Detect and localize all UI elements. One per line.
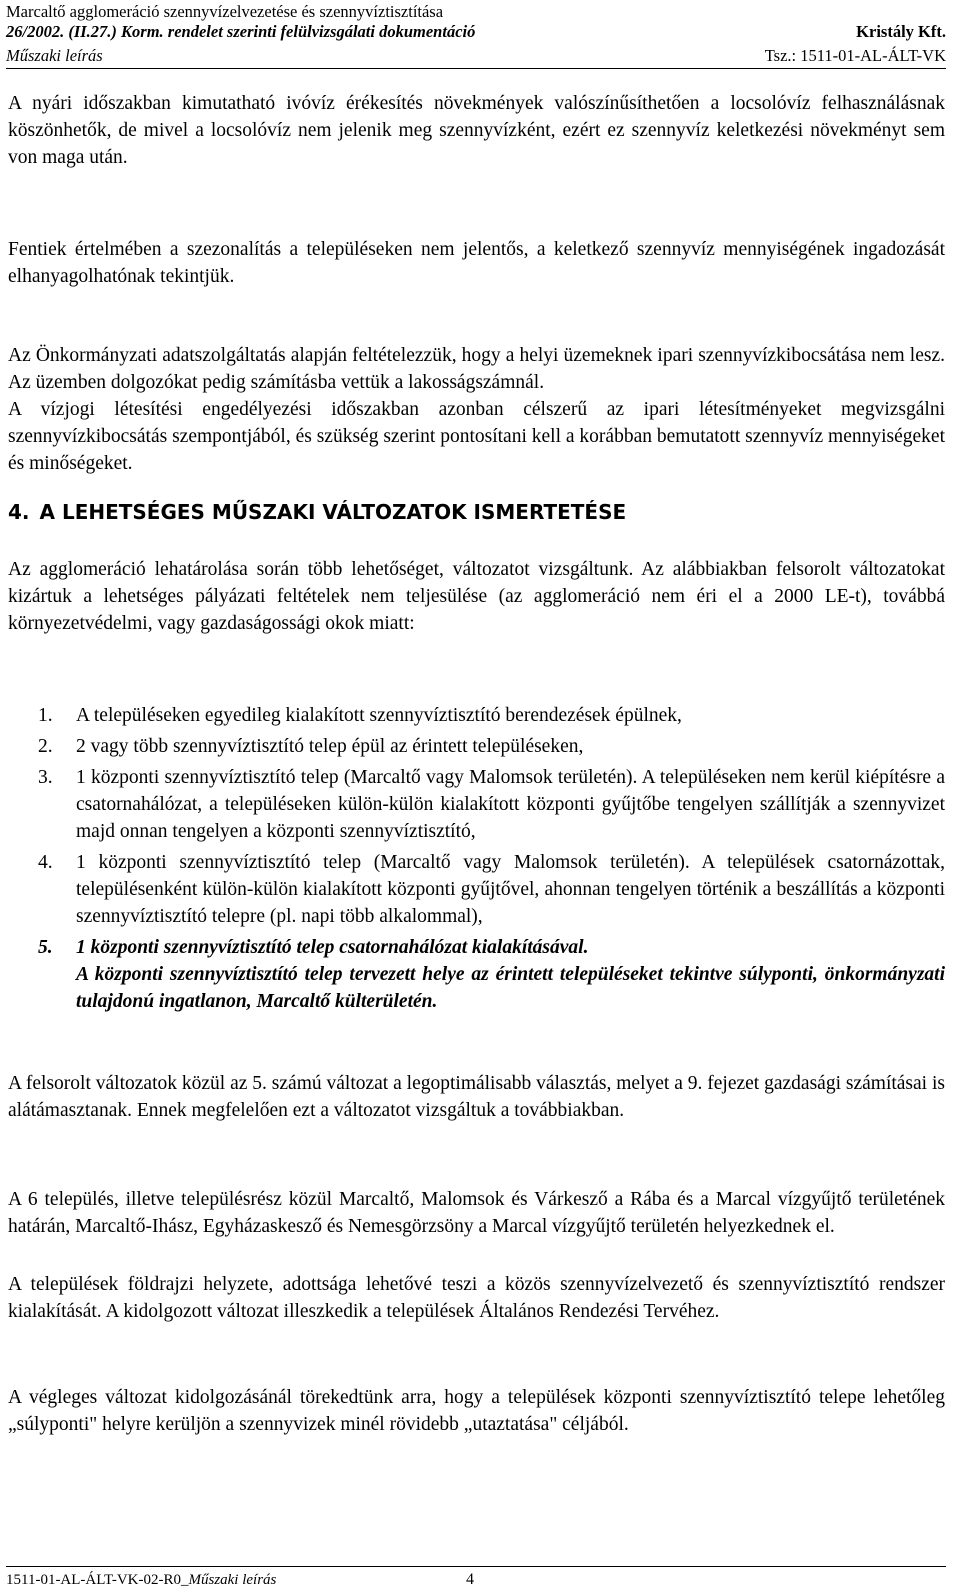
header-doc-type: Műszaki leírás: [6, 46, 103, 65]
section-number: 4.: [8, 500, 30, 524]
list-item-text: 1 központi szennyvíztisztító telep (Marcaltő vagy Malomsok területén). A településeken nem kerül kiépítésre a csatornahálózat, a településeken külön-külön kialakított központi gyűjtőbe tengelyen szállítják a szennyvizet majd onnan tengelyen a központi szennyvíztisztító,: [76, 767, 945, 842]
header-ref-number: Tsz.: 1511-01-AL-ÁLT-VK: [764, 46, 946, 65]
paragraph-variants-intro: Az agglomeráció lehatárolása során több lehetőséget, változatot vizsgáltunk. Az alábbiakban felsorolt változatokat kizártuk a lehetséges pályázati feltételek nem teljesülése (az agglomeráció nem éri el a 2000 LE-t), továbbá környezetvédelmi, vagy gazdaságossági okok miatt:: [8, 559, 945, 634]
list-item: [8, 849, 945, 930]
paragraph-seasonality: Fentiek értelmében a szezonalítás a településeken nem jelentős, a keletkező szennyvíz mennyiségének ingadozását elhanyagolhatónak tekintjük.: [8, 239, 945, 287]
footer-divider: [6, 1566, 946, 1567]
list-item: [8, 764, 945, 845]
list-item-text: A településeken egyedileg kialakított szennyvíztisztító berendezések épülnek,: [76, 705, 682, 726]
list-item-number: 3.: [38, 767, 53, 788]
list-item-number: 5.: [38, 937, 53, 958]
list-item-text: 2 vagy több szennyvíztisztító telep épül az érintett településeken,: [76, 736, 584, 757]
paragraph-industrial-a: Az Önkormányzati adatszolgáltatás alapján feltételezzük, hogy a helyi üzemeknek ipari szennyvízkibocsátása nem lesz. Az üzemben dolgozókat pedig számításba vettük a lakosságszámnál.: [8, 345, 945, 393]
section-heading: [8, 498, 945, 526]
header-decree: 26/2002. (II.27.) Korm. rendelet szerinti felülvizsgálati dokumentáció: [6, 22, 476, 41]
page-number: 4: [466, 1571, 474, 1588]
list-item-selected-variant: [8, 934, 945, 1015]
footer-code: 1511-01-AL-ÁLT-VK-02-R0_: [6, 1572, 189, 1588]
list-item-number: 1.: [38, 705, 53, 726]
list-item-text: 1 központi szennyvíztisztító telep (Marcaltő vagy Malomsok területén). A települések csatornázottak, településenként külön-külön kialakított központi gyűjtővel, ahonnan tengelyen történik a beszállítás a központi szennyvíztisztító telepre (pl. napi több alkalommal),: [76, 852, 945, 927]
header-row-1: [6, 2, 946, 22]
paragraph-industrial-b: A vízjogi létesítési engedélyezési időszakban azonban célszerű az ipari létesítményeket megvizsgálni szennyvízkibocsátás szempontjából, és szükség szerint pontosítani kell a korábban bemutatott szennyvíz mennyiségeket és minőségeket.: [8, 399, 945, 474]
paragraph-final-variant: A végleges változat kidolgozásánál törekedtünk arra, hogy a települések központi szennyvíztisztító telepe lehetőleg „súlyponti" helyre kerüljön a szennyvizek minél rövidebb „utaztatása" céljából.: [8, 1387, 945, 1435]
header-company: Kristály Kft.: [856, 22, 946, 41]
list-item-text: 1 központi szennyvíztisztító telep csatornahálózat kialakításával.: [76, 937, 589, 958]
list-item-number: 4.: [38, 852, 53, 873]
variants-list: [8, 702, 945, 1019]
header-title: Marcaltő agglomeráció szennyvízelvezetése és szennyvíztisztítása: [6, 2, 444, 21]
list-item-number: 2.: [38, 736, 53, 757]
header-divider: [6, 68, 946, 69]
list-item: [8, 702, 945, 729]
list-item: [8, 733, 945, 760]
section-title: A LEHETSÉGES MŰSZAKI VÁLTOZATOK ISMERTETÉSE: [39, 500, 627, 524]
paragraph-optimal-variant: A felsorolt változatok közül az 5. számú változat a legoptimálisabb választás, melyet a 9. fejezet gazdasági számításai is alátámasztanak. Ennek megfelelően ezt a változatot vizsgáltuk a továbbiakban.: [8, 1073, 945, 1121]
list-item-subtext: A központi szennyvíztisztító telep tervezett helye az érintett településeket tekintve súlyponti, önkormányzati tulajdonú ingatlanon, Marcaltő külterületén.: [76, 964, 945, 1012]
paragraph-catchment: A 6 település, illetve településrész közül Marcaltő, Malomsok és Várkesző a Rába és a Marcal vízgyűjtő területének határán, Marcaltő-Ihász, Egyházaskesző és Nemesgörzsöny a Marcal vízgyűjtő területén helyezkednek el.: [8, 1189, 945, 1237]
paragraph-summer-consumption: A nyári időszakban kimutatható ivóvíz érékesítés növekmények valószínűsíthetően a locsolóvíz felhasználásnak köszönhetők, de mivel a locsolóvíz nem jelenik meg szennyvízként, ezért ez szennyvíz keletkezési növekményt sem von maga után.: [8, 93, 945, 168]
header-row-2: [6, 22, 946, 42]
header-row-3: [6, 46, 946, 66]
paragraph-industrial-wastewater: [8, 342, 945, 477]
footer-desc: Műszaki leírás: [188, 1572, 277, 1588]
footer-file-code: [6, 1571, 276, 1589]
paragraph-geography: A települések földrajzi helyzete, adottsága lehetővé teszi a közös szennyvízelvezető és szennyvíztisztító rendszer kialakítását. A kidolgozott változat illeszkedik a települések Általános Rendezési Tervéhez.: [8, 1274, 945, 1322]
